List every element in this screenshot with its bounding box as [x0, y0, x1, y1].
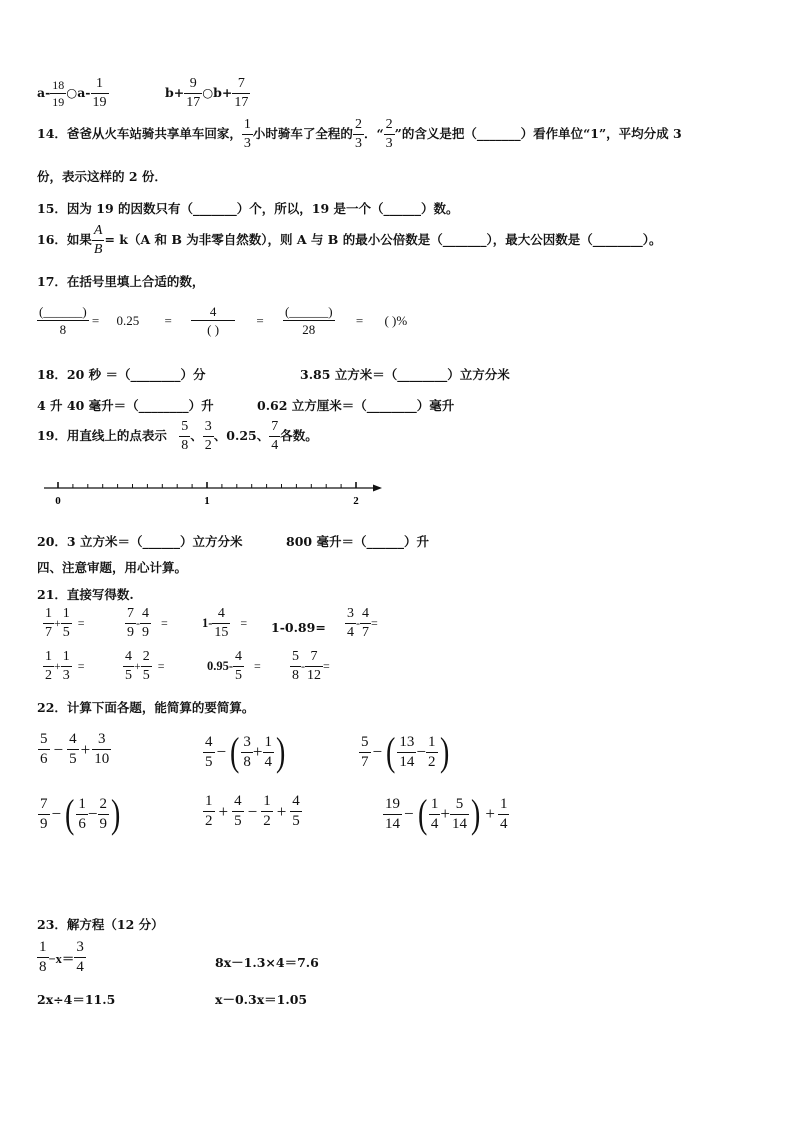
q23-e4[interactable]: x－0.3x＝1.05 [215, 992, 308, 1007]
fraction: $\frac{1}{19}$ [92, 76, 107, 110]
q21-row1-e5[interactable]: $\frac{3}{4}$ - $\frac{4}{7}$ = [347, 606, 378, 640]
q21-row1-e2[interactable]: $\frac{7}{9}$ - $\frac{4}{9}$ = [127, 606, 168, 640]
q22-row1-e3[interactable]: $\frac{5}{7}$ −( $\frac{13}{14}$ − $\frac{1}{2}$ ) [361, 729, 449, 774]
q21-row1-e1[interactable]: $\frac{1}{7}$ + $\frac{1}{5}$ = [45, 606, 85, 640]
question-18b[interactable]: 3.85 立方米＝（________）立方分米 [300, 367, 510, 382]
q22-row1-e1[interactable]: $\frac{5}{6}$ − $\frac{4}{5}$ + $\frac{3}{10}$ [40, 731, 110, 767]
question-20b[interactable]: 800 毫升＝（______）升 [286, 534, 429, 549]
answer-blank[interactable]: ”的含义是把（_______）看作单位“1”，平均分成 3 [394, 126, 682, 141]
fraction: $\frac{2}{3}$ [385, 117, 393, 151]
q22-row2-e3[interactable]: $\frac{19}{14}$ −( $\frac{1}{4}$ + $\frac{5}{14}$ ) + $\frac{1}{4}$ [385, 791, 508, 836]
fraction: $\frac{3}{2}$ [204, 419, 212, 453]
q22-row1-e2[interactable]: $\frac{4}{5}$ −( $\frac{3}{8}$ + $\frac{1}{4}$ ) [205, 729, 286, 774]
arrow-head-icon [373, 485, 382, 492]
question-17-title: 17．在括号里填上合适的数， [37, 274, 205, 289]
compare-row-b [165, 77, 250, 110]
compare-circle: ○a- [66, 85, 91, 100]
section-heading: 四、注意审题，用心计算。 [37, 560, 188, 575]
q21-row2-e2[interactable]: $\frac{4}{5}$ + $\frac{2}{5}$ = [125, 649, 165, 683]
q21-row2-e3[interactable]: 0.95- $\frac{4}{5}$ = [207, 649, 261, 683]
tick-label-0: 0 [55, 495, 61, 506]
number-line[interactable] [30, 478, 390, 506]
fraction[interactable]: $\frac{(\_\_\_\_\_\_)}{8}$ [39, 304, 87, 337]
q23-e2[interactable]: 8x－1.3×4＝7.6 [215, 955, 319, 970]
compare-a-prefix: a- [37, 85, 51, 100]
question-20a[interactable]: 20．3 立方米＝（______）立方分米 [37, 534, 243, 549]
question-16[interactable]: 16．如果 $\frac{A}{B}$ = k（A 和 B 为非零自然数），则 A 与 B 的最小公倍数是（_______），最大公因数是（________）。 [37, 223, 662, 257]
fraction: $\frac{7}{4}$ [271, 419, 279, 453]
tick-label-2: 2 [353, 495, 359, 506]
question-18a[interactable]: 18．20 秒 ＝（________）分 [37, 367, 206, 382]
question-18d[interactable]: 0.62 立方厘米＝（________）毫升 [257, 398, 455, 413]
compare-b-prefix: b+ [165, 85, 185, 100]
fraction: $\frac{2}{3}$ [354, 117, 362, 151]
question-22-title: 22．计算下面各题，能简算的要简算。 [37, 700, 255, 715]
q23-e3[interactable]: 2x÷4＝11.5 [37, 992, 116, 1007]
question-23-title: 23．解方程（12 分） [37, 917, 164, 932]
fraction[interactable]: $\frac{(\_\_\_\_\_\_)}{28}$ [284, 304, 333, 337]
q22-row2-e1[interactable]: $\frac{7}{9}$ −( $\frac{1}{6}$ − $\frac{2}{9}$ ) [40, 791, 121, 836]
fraction: $\frac{5}{8}$ [181, 419, 189, 453]
question-14-line2: 份，表示这样的 2 份． [37, 169, 167, 184]
q21-row1-e3[interactable]: 1- $\frac{4}{15}$ = [202, 606, 248, 640]
compare-circle: ○b+ [202, 85, 233, 100]
question-19: 19．用直线上的点表示 $\frac{5}{8}$ 、 $\frac{3}{2}$ 、0.25、 $\frac{7}{4}$ 各数。 [37, 419, 318, 453]
q21-row1-e4[interactable]: 1-0.89= [271, 620, 326, 635]
fraction: $\frac{7}{17}$ [234, 76, 249, 110]
number-line-ticks [58, 482, 356, 488]
question-21-title: 21．直接写得数. [37, 587, 134, 602]
question-14: 14．爸爸从火车站骑共享单车回家， $\frac{1}{3}$ 小时骑车了全程的 $\frac{2}{3}$ ．“ $\frac{2}{3}$ ”的含义是把（_______）看作单位“1”，平均分成 3 [37, 117, 682, 151]
fraction: $\frac{9}{17}$ [186, 76, 201, 110]
question-17-row[interactable]: $\frac{(\_\_\_\_\_\_)}{8}$ = 0.25 = $\frac{4}{( )}$ = $\frac{(\_\_\_\_\_\_)}{28}$ = ( )% [39, 304, 408, 337]
question-18c[interactable]: 4 升 40 毫升＝（________）升 [37, 398, 214, 413]
q23-e1[interactable]: $\frac{1}{8}$ −x＝ $\frac{3}{4}$ [39, 939, 84, 975]
q22-row2-e2[interactable]: $\frac{1}{2}$ + $\frac{4}{5}$ − $\frac{1}{2}$ + $\frac{4}{5}$ [205, 793, 300, 829]
fraction: $\frac{18}{19}$ [52, 78, 65, 109]
compare-row [37, 77, 109, 110]
tick-label-1: 1 [204, 495, 210, 506]
q21-row2-e4[interactable]: $\frac{5}{8}$ - $\frac{7}{12}$ = [292, 649, 330, 683]
question-15[interactable]: 15．因为 19 的因数只有（_______）个，所以，19 是一个（______）数。 [37, 201, 459, 216]
fraction: $\frac{1}{3}$ [243, 117, 251, 151]
fraction[interactable]: $\frac{4}{( )}$ [191, 305, 235, 336]
fraction: $\frac{A}{B}$ [93, 223, 103, 257]
q21-row2-e1[interactable]: $\frac{1}{2}$ + $\frac{1}{3}$ = [45, 649, 85, 683]
